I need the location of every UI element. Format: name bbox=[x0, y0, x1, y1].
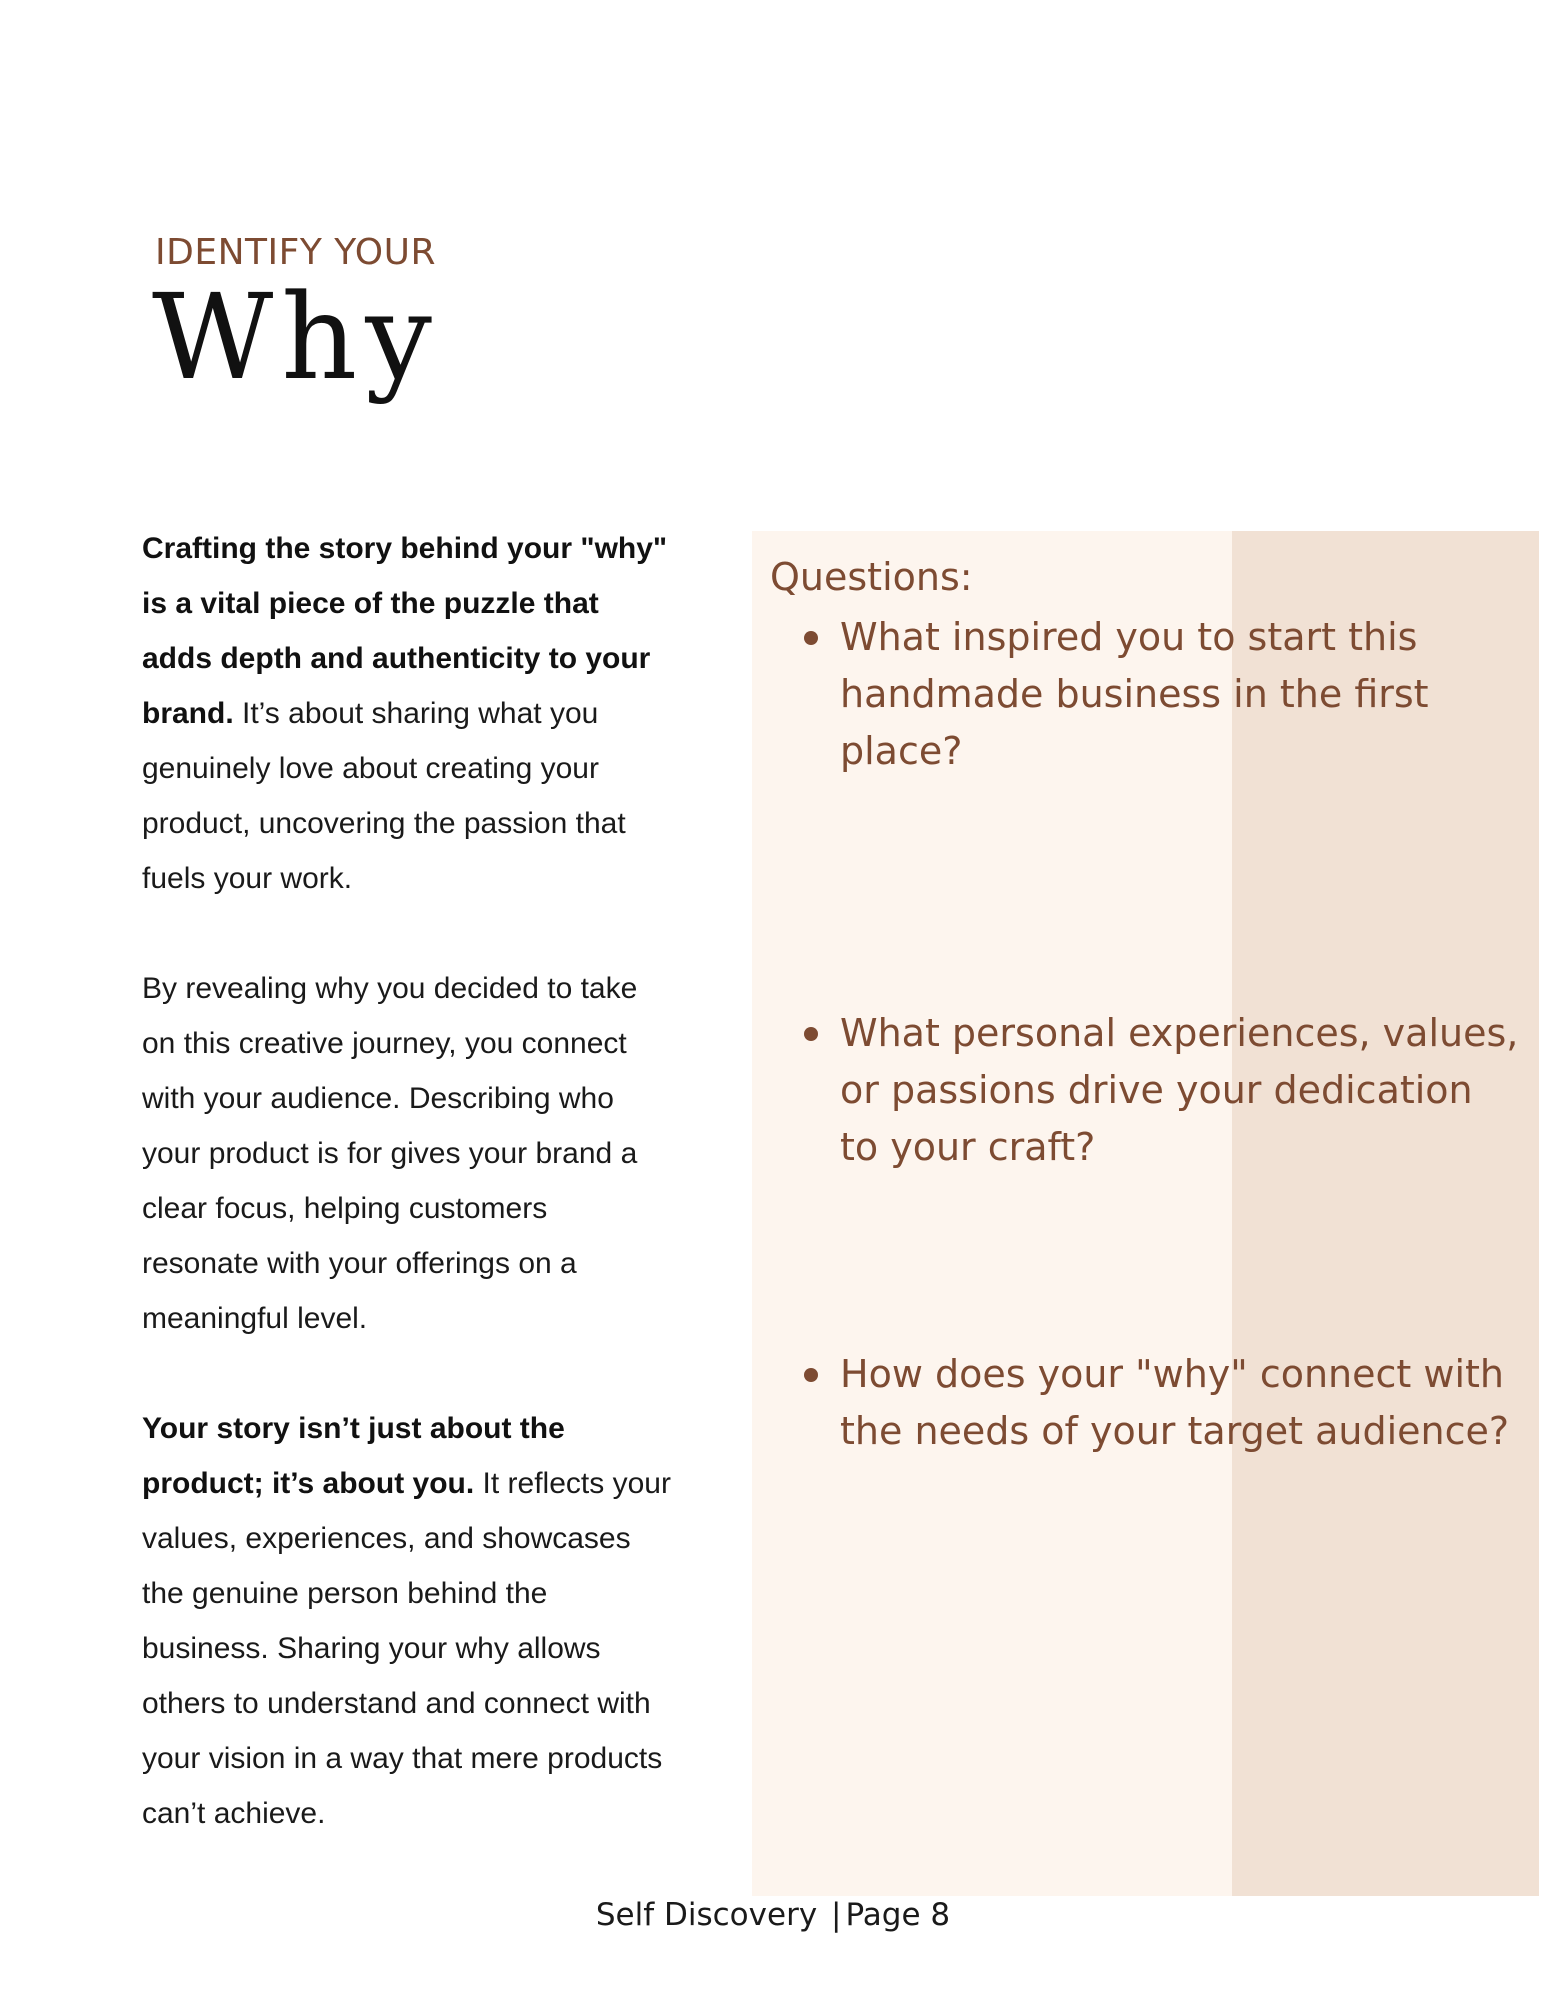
bullet-icon bbox=[804, 1368, 818, 1382]
bullet-icon bbox=[804, 1027, 818, 1041]
body-text bbox=[142, 521, 672, 1841]
paragraph-3-lead: Your story isn’t just about the product; it’s about you. bbox=[142, 1412, 565, 1500]
question-text: What personal experiences, values, or passions drive your dedication to your craft? bbox=[840, 1011, 1519, 1169]
question-item bbox=[840, 1005, 1520, 1176]
paragraph-2 bbox=[142, 961, 672, 1346]
paragraph-1-text: It’s about sharing what you genuinely love about creating your product, uncovering the passion that fuels your work. bbox=[142, 697, 626, 895]
questions-label: Questions: bbox=[770, 555, 973, 599]
paragraph-1-lead: Crafting the story behind your "why" is a vital piece of the puzzle that adds depth and authenticity to your brand. bbox=[142, 532, 668, 730]
page-kicker: IDENTIFY YOUR bbox=[155, 232, 436, 273]
footer-section: Self Discovery bbox=[595, 1897, 818, 1933]
question-text: How does your "why" connect with the needs of your target audience? bbox=[840, 1352, 1510, 1453]
bullet-icon bbox=[804, 631, 818, 645]
question-item bbox=[840, 609, 1520, 780]
question-item bbox=[840, 1346, 1520, 1460]
question-text: What inspired you to start this handmade business in the first place? bbox=[840, 615, 1429, 773]
footer-page-number: Page 8 bbox=[845, 1897, 951, 1933]
paragraph-2-text: By revealing why you decided to take on this creative journey, you connect with your audience. Describing who your product is for gives your brand a clear focus, helping customers resonate with your offerings on a meaningful level. bbox=[142, 972, 638, 1335]
paragraph-1 bbox=[142, 521, 672, 906]
paragraph-3 bbox=[142, 1401, 672, 1841]
footer-separator: | bbox=[831, 1897, 842, 1933]
paragraph-3-text: It reflects your values, experiences, and showcases the genuine person behind the business. Sharing your why allows others to understand and connect with your vision in a way that mere products can’t achieve. bbox=[142, 1467, 671, 1830]
page-title: Why bbox=[152, 268, 440, 406]
page-footer bbox=[0, 1897, 1546, 1933]
